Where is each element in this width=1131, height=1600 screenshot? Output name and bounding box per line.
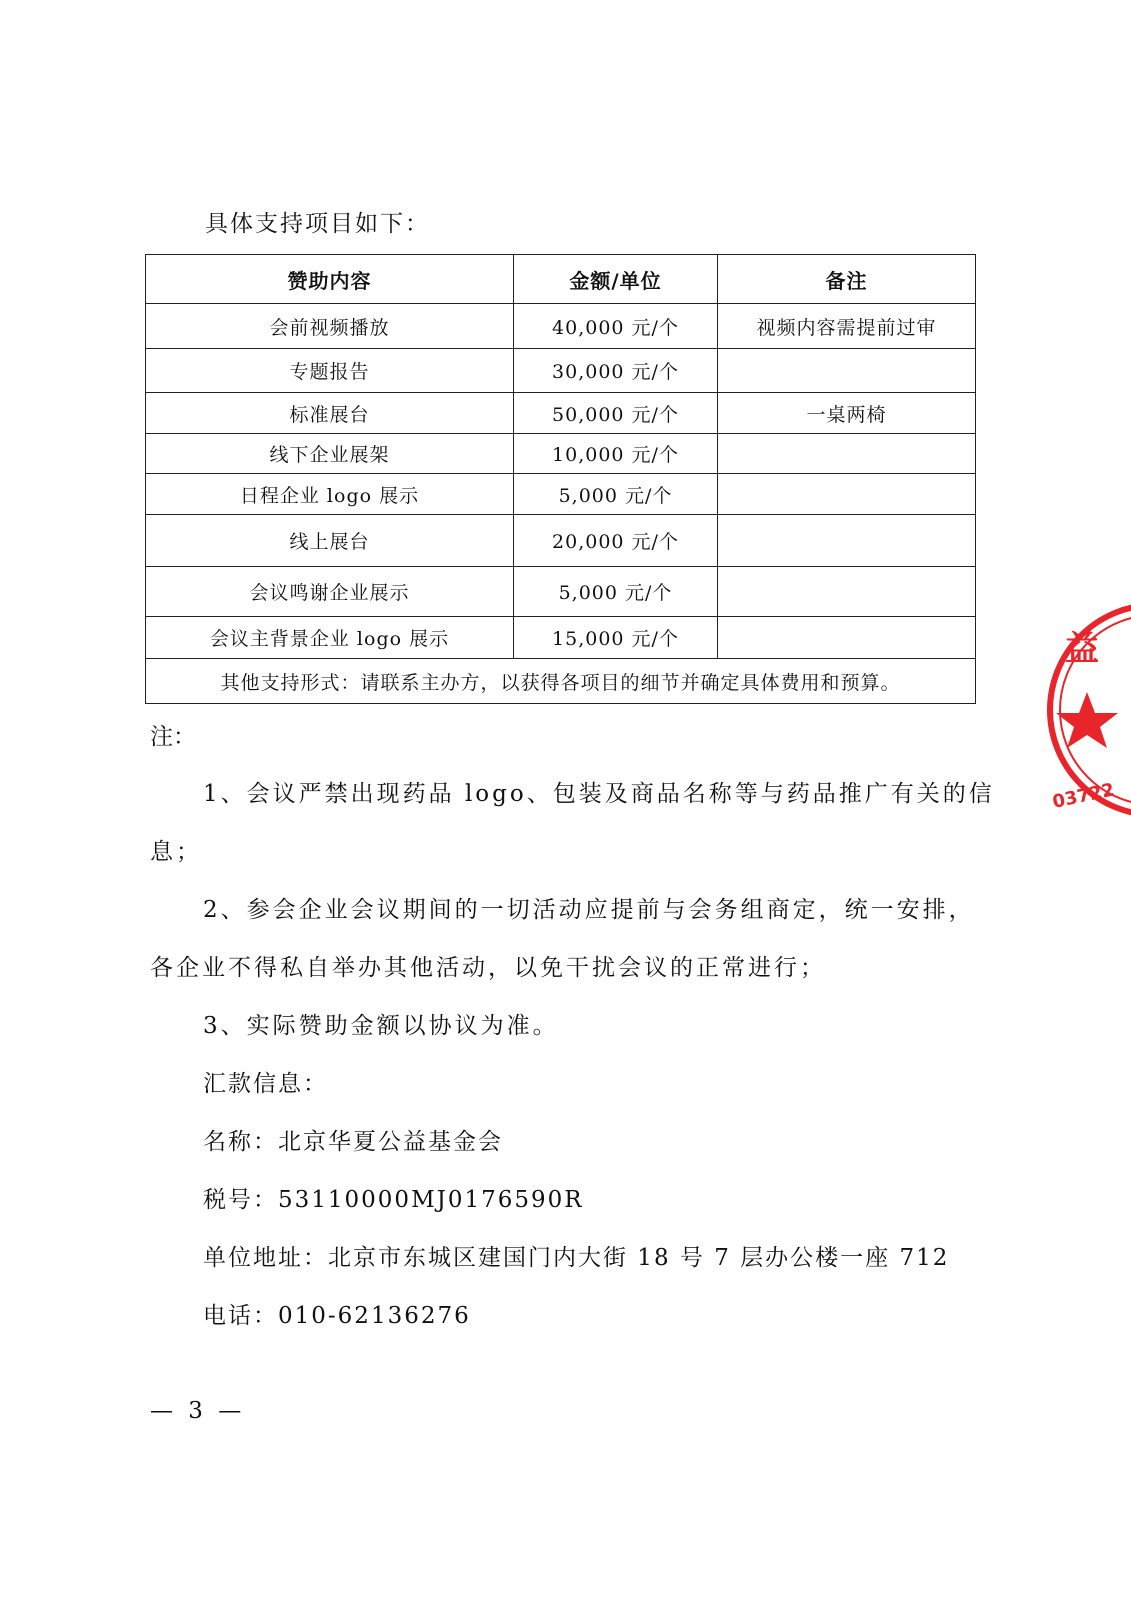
amount-cell: 10,000 元/个 [514, 434, 718, 474]
amount-cell: 50,000 元/个 [514, 393, 718, 434]
note-1-line-1: 1、会议严禁出现药品 logo、包装及商品名称等与药品推广有关的信 [203, 781, 995, 807]
header-item: 赞助内容 [146, 255, 514, 304]
amount-cell: 15,000 元/个 [514, 617, 718, 659]
notes-label: 注： [150, 724, 196, 750]
note-cell: 一桌两椅 [718, 393, 976, 434]
note-cell [718, 434, 976, 474]
table-footer-row [146, 659, 976, 704]
sponsorship-table [145, 254, 976, 704]
official-seal [1040, 600, 1131, 830]
remit-tax-id: 税号：53110000MJ0176590R [203, 1187, 584, 1213]
item-cell: 会前视频播放 [146, 304, 514, 349]
item-cell: 线上展台 [146, 515, 514, 567]
seal-graphic [1040, 600, 1131, 830]
remit-phone: 电话：010-62136276 [203, 1303, 471, 1329]
note-3: 3、实际赞助金额以协议为准。 [203, 1013, 559, 1039]
header-note: 备注 [718, 255, 976, 304]
note-cell: 视频内容需提前过审 [718, 304, 976, 349]
table-footer-note: 其他支持形式：请联系主办方，以获得各项目的细节并确定具体费用和预算。 [146, 659, 976, 704]
amount-cell: 5,000 元/个 [514, 567, 718, 617]
note-cell [718, 349, 976, 393]
note-cell [718, 567, 976, 617]
item-cell: 专题报告 [146, 349, 514, 393]
table-row [146, 567, 976, 617]
note-2-line-1: 2、参会企业会议期间的一切活动应提前与会务组商定，统一安排， [203, 897, 975, 923]
remit-title: 汇款信息： [203, 1071, 328, 1097]
note-cell [718, 617, 976, 659]
note-1-line-2: 息； [150, 839, 202, 865]
remit-address: 单位地址：北京市东城区建国门内大街 18 号 7 层办公楼一座 712 [203, 1245, 950, 1271]
item-cell: 线下企业展架 [146, 434, 514, 474]
item-cell: 标准展台 [146, 393, 514, 434]
item-cell: 会议主背景企业 logo 展示 [146, 617, 514, 659]
table-row [146, 474, 976, 515]
amount-cell: 5,000 元/个 [514, 474, 718, 515]
amount-cell: 40,000 元/个 [514, 304, 718, 349]
note-2-line-2: 各企业不得私自举办其他活动，以免干扰会议的正常进行； [150, 955, 826, 981]
header-amount: 金额/单位 [514, 255, 718, 304]
note-cell [718, 515, 976, 567]
table-row [146, 349, 976, 393]
item-cell: 会议鸣谢企业展示 [146, 567, 514, 617]
page-number: — 3 — [150, 1398, 246, 1424]
amount-cell: 30,000 元/个 [514, 349, 718, 393]
note-cell [718, 474, 976, 515]
seal-top-text: 益 [1065, 629, 1099, 669]
table-row [146, 515, 976, 567]
remit-name: 名称：北京华夏公益基金会 [203, 1129, 503, 1155]
table-row [146, 434, 976, 474]
amount-cell: 20,000 元/个 [514, 515, 718, 567]
table-row [146, 617, 976, 659]
table-header-row [146, 255, 976, 304]
table-row [146, 304, 976, 349]
seal-bottom-text: 03722 [1050, 779, 1117, 813]
intro-text: 具体支持项目如下： [205, 211, 430, 237]
item-cell: 日程企业 logo 展示 [146, 474, 514, 515]
table-row [146, 393, 976, 434]
